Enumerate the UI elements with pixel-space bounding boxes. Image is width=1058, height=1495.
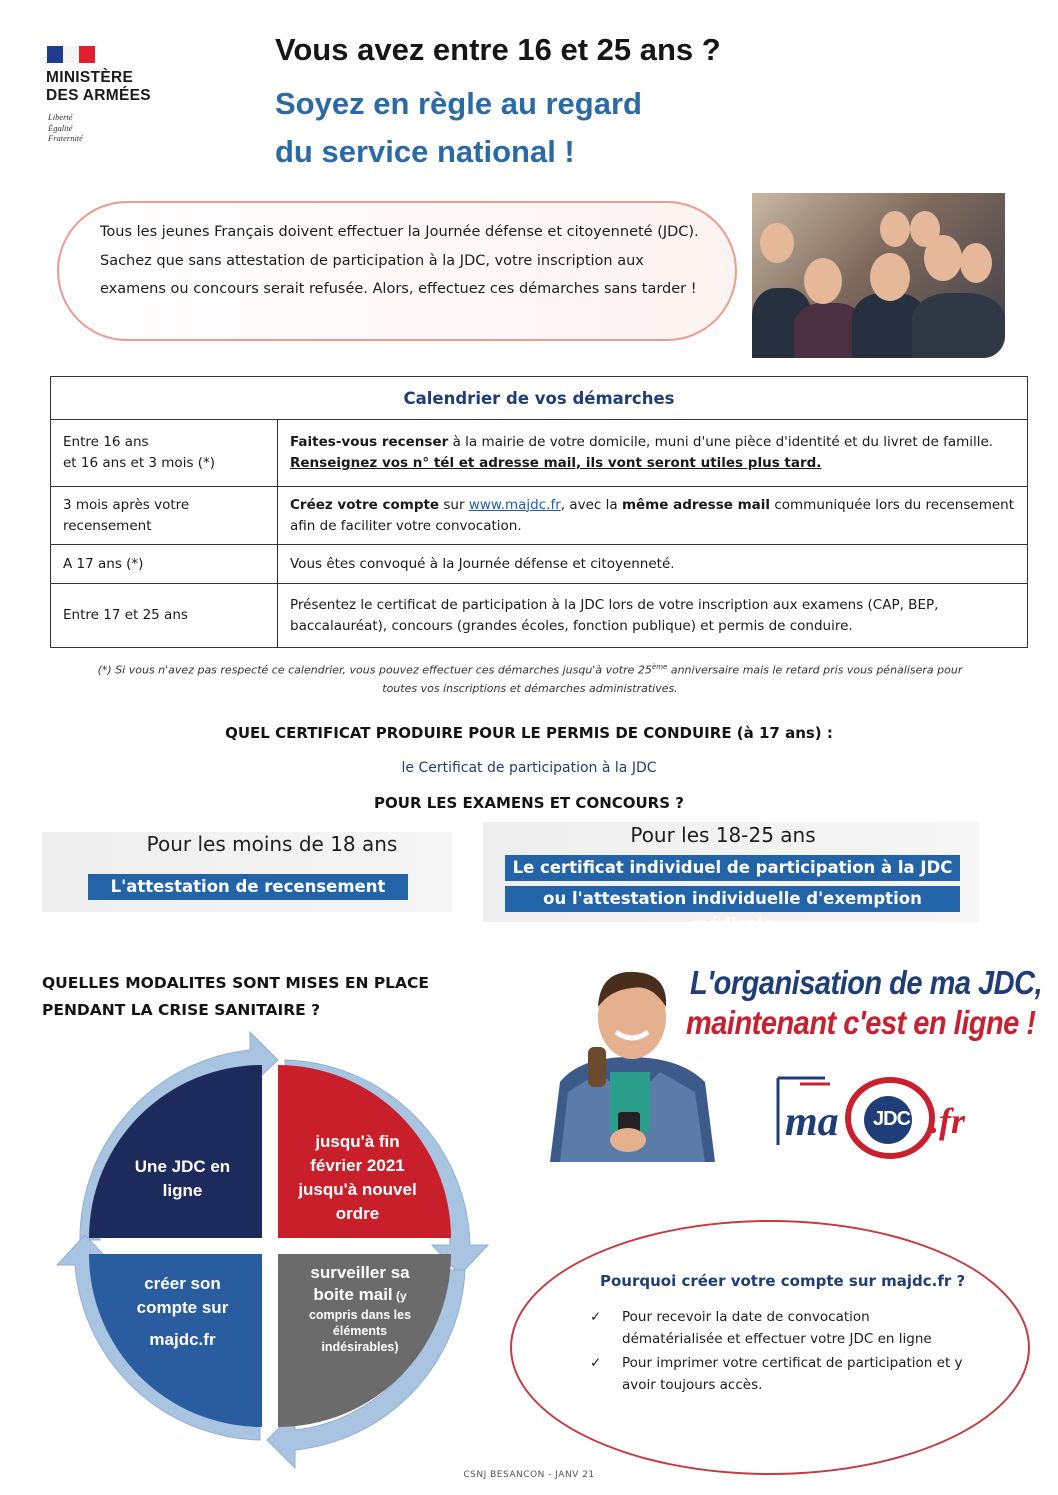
table-row <box>51 545 1028 584</box>
calendar-table <box>50 376 1028 648</box>
crisis-question-line1: QUELLES MODALITES SONT MISES EN PLACE <box>42 974 430 992</box>
list-item <box>590 1306 980 1350</box>
subtitle-line2: du service national ! <box>275 134 575 169</box>
page-subtitle <box>275 80 642 176</box>
republic-motto <box>48 112 83 144</box>
q1-line1: Une JDC en <box>134 1157 231 1176</box>
quadrant-until-feb-text <box>280 1130 435 1226</box>
footnote <box>60 658 1000 698</box>
subtitle-line1: Soyez en règle au regard <box>275 86 642 121</box>
q4-small2: compris dans les <box>308 1308 412 1322</box>
q4-small4: indésirables) <box>321 1340 399 1354</box>
q4-small3: éléments <box>332 1324 388 1338</box>
motto-egalite: Égalité <box>48 122 73 133</box>
exams-question: POUR LES EXAMENS ET CONCOURS ? <box>374 794 684 812</box>
row3-when: A 17 ans (*) <box>51 545 278 584</box>
row4-action: Présentez le certificat de participation à la JDC lors de votre inscription aux examens (CAP, BEP, baccalauréat), concours (grandes écoles, fonction publique) et permis de conduire. <box>278 584 1028 648</box>
under18-doc: L'attestation de recensement <box>110 877 386 896</box>
row1-text: à la mairie de votre domicile, muni d'une pièce d'identité et du livret de famille. <box>448 434 994 450</box>
permis-answer: le Certificat de participation à la JDC <box>401 760 657 776</box>
adult-doc2-bar <box>505 886 960 934</box>
row2-when-line2: recensement <box>63 517 152 534</box>
why-item1-line2: dématérialisée et effectuer votre JDC en ligne <box>622 1331 932 1347</box>
why-title: Pourquoi créer votre compte sur majdc.fr ? <box>600 1272 966 1290</box>
adult-doc2: ou l'attestation individuelle d'exemption médicale <box>543 889 922 934</box>
q2-line1: jusqu'à fin <box>315 1132 400 1151</box>
french-flag-logo <box>47 46 95 63</box>
why-item2-line1: Pour imprimer votre certificat de participation et y <box>622 1355 963 1371</box>
row1-bold: Faites-vous recenser <box>290 434 449 450</box>
majdc-logo-fr: .fr <box>930 1101 965 1141</box>
row1-when-line1: Entre 16 ans <box>63 434 149 450</box>
ad-subheadline: maintenant c'est en ligne ! <box>686 1005 1036 1042</box>
q2-line3: jusqu'à nouvel <box>298 1180 417 1199</box>
q3-line1: créer son <box>144 1274 221 1293</box>
q2-line2: février 2021 <box>310 1156 405 1175</box>
row2-bold1: Créez votre compte <box>290 496 440 513</box>
intro-text: Tous les jeunes Français doivent effectuer la Journée défense et citoyenneté (JDC). Sachez que sans attestation de participation à la JDC, votre inscription aux examens ou concours serait refusée. Alors, effectuez ces démarches sans tarder ! <box>100 224 699 297</box>
why-list <box>590 1306 980 1396</box>
footnote-sup: ème <box>651 663 668 671</box>
footnote-line2: toutes vos inscriptions et démarches administratives. <box>382 681 678 695</box>
majdc-logo-jdc: JDC <box>873 1108 911 1130</box>
ministry-line2: DES ARMÉES <box>46 87 151 104</box>
cycle-diagram <box>50 1030 495 1470</box>
footnote-part1: (*) Si vous n'avez pas respecté ce calendrier, vous pouvez effectuer ces démarches jusqu'à votre 25 <box>97 663 652 677</box>
quadrant-create-account-text <box>110 1272 255 1352</box>
q4-line1: surveiller sa <box>310 1263 410 1282</box>
q3-line3: majdc.fr <box>149 1330 216 1349</box>
adult-doc1-bar <box>505 855 960 881</box>
cycle-arrows <box>57 1032 488 1468</box>
footnote-part2: anniversaire mais le retard pris vous pénalisera pour <box>667 663 963 677</box>
adult-title: Pour les 18-25 ans <box>630 823 816 847</box>
ministry-name <box>46 69 151 105</box>
page-title: Vous avez entre 16 et 25 ans ? <box>275 32 721 67</box>
crisis-question <box>42 970 462 1024</box>
motto-liberte: Liberté <box>48 112 73 122</box>
row1-action <box>278 420 1028 487</box>
footer-credit: CSNJ BESANCON - JANV 21 <box>463 1470 595 1480</box>
row2-when-line1: 3 mois après votre <box>63 496 190 513</box>
quadrant-check-mail-text <box>285 1262 435 1355</box>
motto-fraternite: Fraternité <box>48 133 83 143</box>
majdc-link[interactable]: www.majdc.fr <box>468 496 561 513</box>
row2-bold2: même adresse mail <box>621 496 771 513</box>
check-icon: ✓ <box>590 1309 602 1325</box>
group-of-teens-photo <box>752 193 1005 358</box>
ministry-line1: MINISTÈRE <box>46 69 134 86</box>
row4-when: Entre 17 et 25 ans <box>51 584 278 648</box>
why-item2-line2: avoir toujours accès. <box>622 1377 763 1393</box>
row2-text3: communiquée lors du recensement afin de faciliter votre convocation. <box>290 496 1015 534</box>
row2-action <box>278 487 1028 545</box>
why-item1-line1: Pour recevoir la date de convocation <box>622 1309 870 1325</box>
row1-underline: Renseignez vos n° tél et adresse mail, ils vont seront utiles plus tard. <box>290 455 822 471</box>
row2-when <box>51 487 278 545</box>
q4-small1: (y <box>392 1289 407 1303</box>
majdc-logo-ma: ma <box>785 1099 839 1145</box>
adult-doc1: Le certificat individuel de participation à la JDC <box>512 858 953 877</box>
row2-text2: , avec la <box>560 496 622 513</box>
q1-line2: ligne <box>162 1181 203 1200</box>
ad-headline: L'organisation de ma JDC, <box>690 965 1043 1002</box>
under18-title: Pour les moins de 18 ans <box>146 832 398 856</box>
permis-question: QUEL CERTIFICAT PRODUIRE POUR LE PERMIS DE CONDUIRE (à 17 ans) : <box>225 724 833 742</box>
q2-line4: ordre <box>335 1204 380 1223</box>
row1-when-line2: et 16 ans et 3 mois (*) <box>63 455 216 471</box>
quadrant-online-text <box>110 1155 255 1203</box>
row3-action: Vous êtes convoqué à la Journée défense et citoyenneté. <box>278 545 1028 584</box>
table-row <box>51 584 1028 648</box>
quadrant-online <box>89 1065 262 1238</box>
row1-when <box>51 420 278 487</box>
list-item <box>590 1352 980 1396</box>
q4-line2: boite mail <box>313 1285 393 1304</box>
calendar-header: Calendrier de vos démarches <box>51 377 1028 420</box>
table-row <box>51 487 1028 545</box>
table-row <box>51 420 1028 487</box>
crisis-question-line2: PENDANT LA CRISE SANITAIRE ? <box>42 1001 321 1019</box>
check-icon: ✓ <box>590 1355 602 1371</box>
row2-text1: sur <box>439 496 469 513</box>
q3-line2: compte sur <box>136 1298 229 1317</box>
